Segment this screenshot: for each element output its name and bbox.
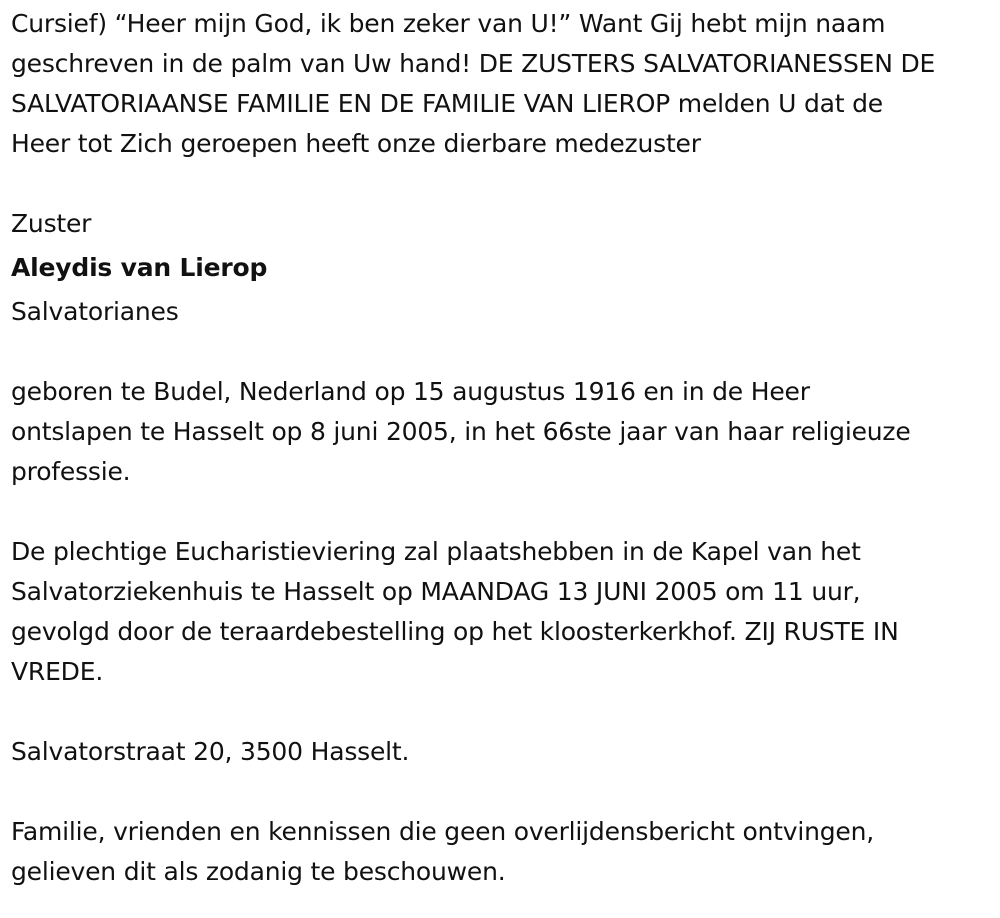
birth-death-line: professie. — [11, 457, 131, 486]
ceremony-line: De plechtige Eucharistieviering zal plaatshebben in de Kapel van het — [11, 537, 861, 566]
intro-line: Cursief) “Heer mijn God, ik ben zeker van U!” Want Gij hebt mijn naam — [11, 9, 886, 38]
closing-line: Familie, vrienden en kennissen die geen overlijdensbericht ontvingen, — [11, 817, 875, 846]
deceased-order: Salvatorianes — [11, 297, 179, 326]
birth-death-line: geboren te Budel, Nederland op 15 augustus 1916 en in de Heer — [11, 377, 810, 406]
paragraph-spacer — [11, 332, 991, 372]
address-line: Salvatorstraat 20, 3500 Hasselt. — [11, 737, 410, 766]
intro-line: Heer tot Zich geroepen heeft onze dierbare medezuster — [11, 129, 701, 158]
deceased-title: Zuster — [11, 209, 92, 238]
paragraph-spacer — [11, 692, 991, 732]
ceremony-line: VREDE. — [11, 657, 104, 686]
closing-line: gelieven dit als zodanig te beschouwen. — [11, 857, 506, 886]
deceased-name: Aleydis van Lierop — [11, 253, 268, 282]
birth-death-line: ontslapen te Hasselt op 8 juni 2005, in het 66ste jaar van haar religieuze — [11, 417, 911, 446]
paragraph-spacer — [11, 492, 991, 532]
intro-paragraph — [11, 4, 991, 164]
paragraph-spacer — [11, 164, 991, 204]
deceased-block — [11, 204, 991, 332]
ceremony-line: gevolgd door de teraardebestelling op het kloosterkerkhof. ZIJ RUSTE IN — [11, 617, 899, 646]
address-paragraph — [11, 732, 991, 772]
ceremony-paragraph — [11, 532, 991, 692]
paragraph-spacer — [11, 772, 991, 812]
intro-line: geschreven in de palm van Uw hand! DE ZUSTERS SALVATORIANESSEN DE — [11, 49, 936, 78]
birth-death-paragraph — [11, 372, 991, 492]
closing-paragraph — [11, 812, 991, 892]
death-notice — [11, 4, 991, 892]
intro-line: SALVATORIAANSE FAMILIE EN DE FAMILIE VAN LIEROP melden U dat de — [11, 89, 883, 118]
ceremony-line: Salvatorziekenhuis te Hasselt op MAANDAG 13 JUNI 2005 om 11 uur, — [11, 577, 861, 606]
